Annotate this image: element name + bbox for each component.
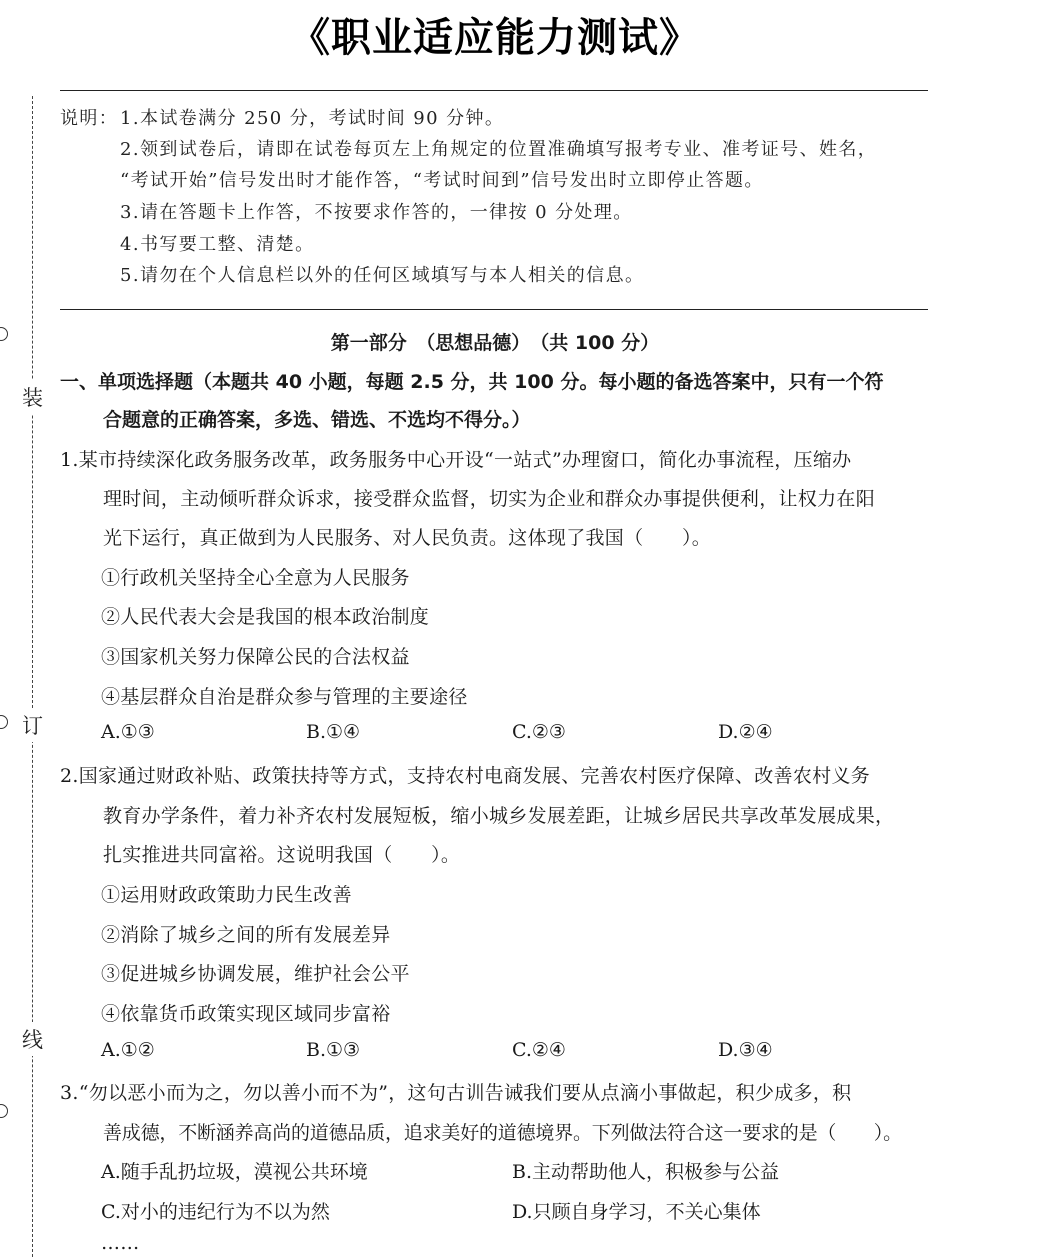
- instruction-item: 2.领到试卷后，请即在试卷每页左上角规定的位置准确填写报考专业、准考证号、姓名，: [120, 139, 878, 160]
- question-2-statement: ②消除了城乡之间的所有发展差异: [101, 924, 391, 946]
- binding-mark-ding: 订: [22, 708, 43, 742]
- question-1-statement: ②人民代表大会是我国的根本政治制度: [101, 606, 430, 628]
- binding-mark-zhuang: 装: [22, 380, 43, 414]
- binding-hole-icon: [0, 1104, 8, 1118]
- question-3-option-a: A.随手乱扔垃圾，漠视公共环境: [101, 1161, 368, 1183]
- question-1-statement: ③国家机关努力保障公民的合法权益: [101, 646, 410, 668]
- question-1-option-a: A.①③: [101, 721, 155, 743]
- top-divider: [60, 90, 928, 91]
- question-2-statement: ①运用财政政策助力民生改善: [101, 884, 352, 906]
- question-2-option-d: D.③④: [718, 1039, 773, 1061]
- question-3-stem: 3.“勿以恶小而为之，勿以善小而不为”，这句古训告诫我们要从点滴小事做起，积少成多，积: [60, 1082, 852, 1104]
- question-2-statement: ③促进城乡协调发展，维护社会公平: [101, 963, 410, 985]
- question-1-option-d: D.②④: [718, 721, 773, 743]
- binding-hole-icon: [0, 715, 8, 729]
- instruction-item: 4.书写要工整、清楚。: [120, 234, 315, 255]
- question-1-stem: 理时间，主动倾听群众诉求，接受群众监督，切实为企业和群众办事提供便利，让权力在阳: [103, 488, 876, 510]
- question-2-option-b: B.①③: [306, 1039, 361, 1061]
- part-heading: 第一部分 （思想品德） （共 100 分）: [330, 332, 660, 354]
- question-1-statement: ④基层群众自治是群众参与管理的主要途径: [101, 686, 468, 708]
- question-2-stem: 扎实推进共同富裕。这说明我国（ ）。: [103, 844, 461, 866]
- binding-mark-xian: 线: [22, 1022, 43, 1056]
- instructions-label: 说明：: [60, 108, 119, 129]
- question-3-option-d: D.只顾自身学习，不关心集体: [512, 1201, 761, 1223]
- instructions-divider: [60, 309, 928, 310]
- question-1-option-c: C.②③: [512, 721, 566, 743]
- section-heading-continued: 合题意的正确答案，多选、错选、不选均不得分。）: [103, 409, 531, 431]
- exam-title: 《职业适应能力测试》: [290, 15, 700, 61]
- binding-dashed-line: [32, 96, 33, 1257]
- question-2-option-c: C.②④: [512, 1039, 566, 1061]
- continuation-ellipsis: ……: [101, 1232, 140, 1254]
- instruction-item-continued: “考试开始”信号发出时才能作答，“考试时间到”信号发出时立即停止答题。: [120, 170, 764, 191]
- question-1-stem: 1.某市持续深化政务服务改革，政务服务中心开设“一站式”办理窗口，简化办事流程，压缩办: [60, 449, 852, 471]
- question-3-option-b: B.主动帮助他人，积极参与公益: [512, 1161, 780, 1183]
- question-2-option-a: A.①②: [101, 1039, 155, 1061]
- question-2-stem: 2.国家通过财政补贴、政策扶持等方式，支持农村电商发展、完善农村医疗保障、改善农村义务: [60, 765, 871, 787]
- instruction-item: 1.本试卷满分 250 分，考试时间 90 分钟。: [120, 108, 505, 129]
- question-3-option-c: C.对小的违纪行为不以为然: [101, 1201, 330, 1223]
- question-1-option-b: B.①④: [306, 721, 361, 743]
- instruction-item: 3.请在答题卡上作答，不按要求作答的，一律按 0 分处理。: [120, 202, 633, 223]
- question-1-stem: 光下运行，真正做到为人民服务、对人民负责。这体现了我国（ ）。: [103, 527, 712, 549]
- instruction-item: 5.请勿在个人信息栏以外的任何区域填写与本人相关的信息。: [120, 265, 645, 286]
- question-1-statement: ①行政机关坚持全心全意为人民服务: [101, 567, 410, 589]
- question-3-stem: 善成德，不断涵养高尚的道德品质，追求美好的道德境界。下列做法符合这一要求的是（ ）。: [103, 1122, 902, 1144]
- question-2-stem: 教育办学条件，着力补齐农村发展短板，缩小城乡发展差距，让城乡居民共享改革发展成果，: [103, 805, 895, 827]
- question-2-statement: ④依靠货币政策实现区域同步富裕: [101, 1003, 391, 1025]
- section-heading: 一、单项选择题（本题共 40 小题，每题 2.5 分，共 100 分。每小题的备选答案中，只有一个符: [60, 371, 884, 393]
